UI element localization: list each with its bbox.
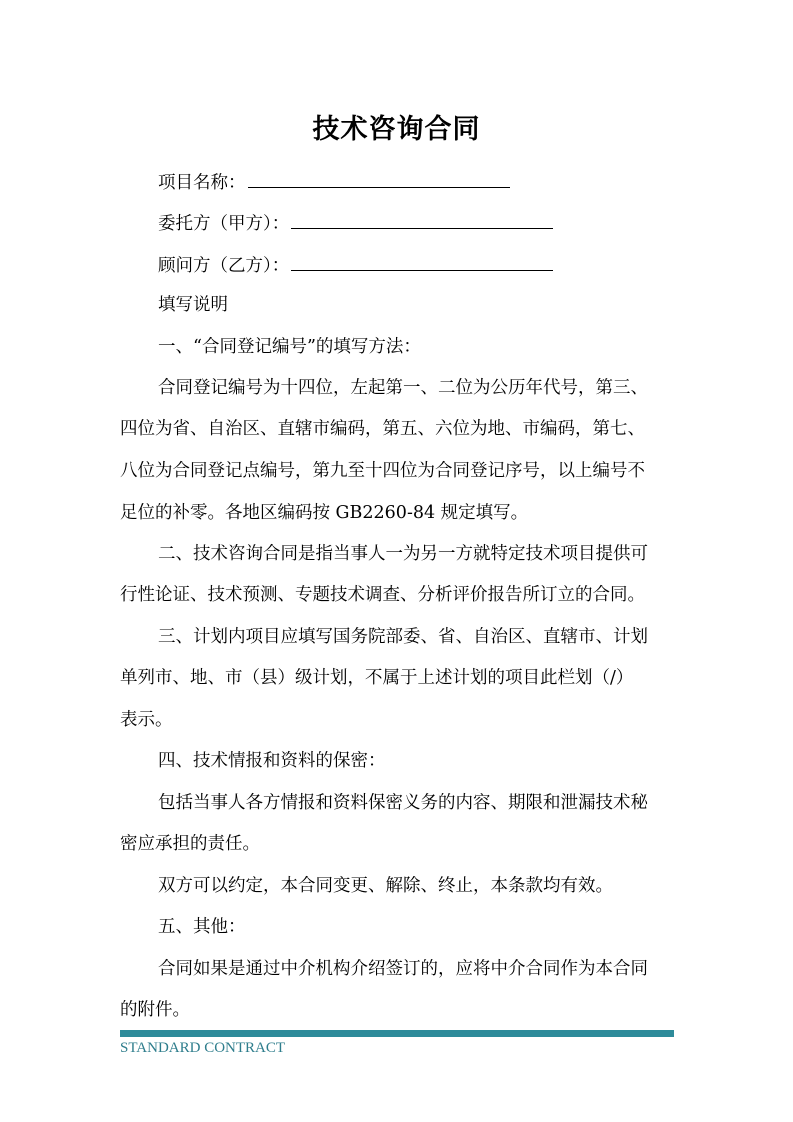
client-row [120, 209, 675, 237]
footer-divider [120, 1030, 674, 1037]
project-name-label: 项目名称： [158, 173, 246, 193]
document-title: 技术咨询合同 [312, 114, 481, 145]
consultant-row [120, 251, 675, 279]
section-4-line-2: 密应承担的责任。 [120, 834, 260, 854]
section-1-line-2: 四位为省、自治区、直辖市编码，第五、六位为地、市编码，第七、 [120, 419, 645, 439]
section-4-line-3: 双方可以约定，本合同变更、解除、终止，本条款均有效。 [158, 876, 613, 896]
section-3-line-1: 三、计划内项目应填写国务院部委、省、自治区、直辖市、计划 [158, 627, 648, 647]
consultant-field[interactable] [291, 251, 553, 271]
section-3-line-2: 单列市、地、市（县）级计划，不属于上述计划的项目此栏划（/） [120, 668, 634, 688]
section-4-heading: 四、技术情报和资料的保密： [158, 751, 386, 771]
section-1-line-3: 八位为合同登记点编号，第九至十四位为合同登记序号，以上编号不 [120, 461, 645, 481]
client-label: 委托方（甲方）： [158, 214, 290, 234]
section-1-heading: 一、“合同登记编号”的填写方法： [158, 337, 421, 357]
section-5-line-2: 的附件。 [120, 1000, 190, 1020]
section-3-line-3: 表示。 [120, 710, 173, 730]
section-2-line-1: 二、技术咨询合同是指当事人一为另一方就特定技术项目提供可 [158, 544, 648, 564]
project-name-field[interactable] [248, 168, 510, 188]
consultant-label: 顾问方（乙方）： [158, 256, 290, 276]
section-4-line-1: 包括当事人各方情报和资料保密义务的内容、期限和泄漏技术秘 [158, 793, 648, 813]
section-5-heading: 五、其他： [158, 917, 246, 937]
section-5-line-1: 合同如果是通过中介机构介绍签订的，应将中介合同作为本合同 [158, 959, 648, 979]
project-name-row [120, 168, 675, 196]
section-2-line-2: 行性论证、技术预测、专题技术调查、分析评价报告所订立的合同。 [120, 585, 645, 605]
section-1-line-1: 合同登记编号为十四位，左起第一、二位为公历年代号，第三、 [158, 378, 648, 398]
section-1-line-4: 足位的补零。各地区编码按 GB2260-84 规定填写。 [120, 503, 529, 523]
instructions-heading: 填写说明 [158, 295, 228, 315]
client-field[interactable] [291, 209, 553, 229]
footer-label: STANDARD CONTRACT [120, 1040, 286, 1056]
